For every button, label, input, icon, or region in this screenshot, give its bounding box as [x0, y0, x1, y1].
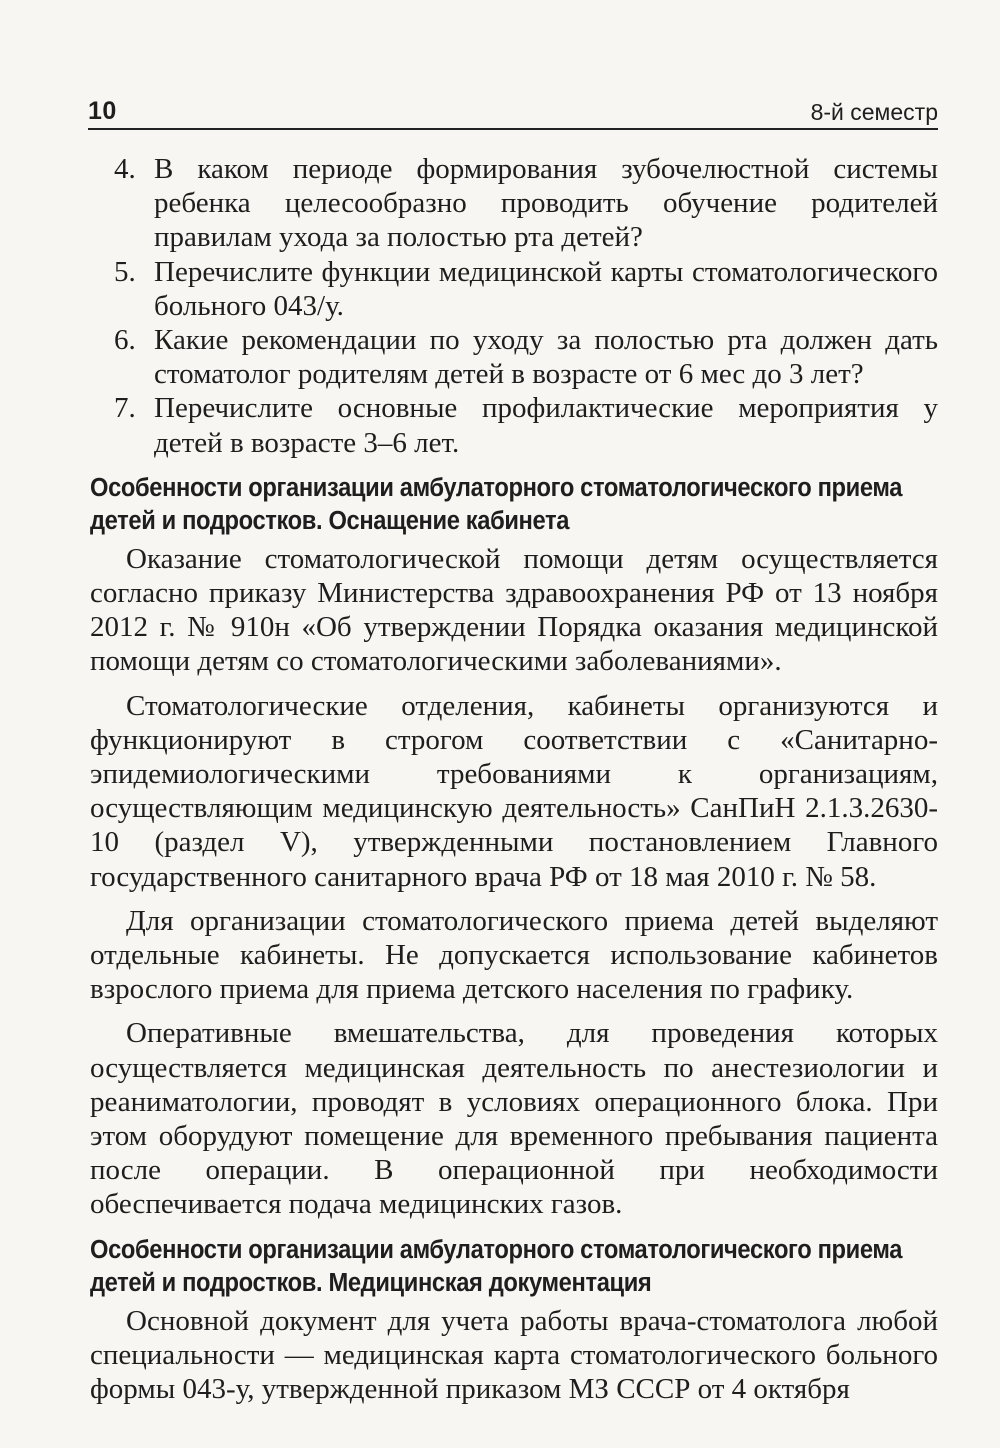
section-heading-documentation: Особенности организации амбулаторного стоматологического приема детей и подростков. Медицинская документация — [90, 1235, 903, 1297]
question-text: Перечислите основные профилактические мероприятия у детей в возрасте 3–6 лет. — [154, 392, 938, 459]
page-number: 10 — [88, 97, 117, 125]
question-number: 5. — [114, 255, 136, 288]
paragraph: Для организации стоматологического приема детей выделяют отдельные кабинеты. Не допускается использование кабинетов взрослого приема для приема детского населения по графику. — [90, 904, 938, 1006]
paragraph: Оперативные вмешательства, для проведения которых осуществляется медицинская деятельность по анестезиологии и реаниматологии, проводят в условиях операционного блока. При этом оборудуют помещение для временного пребывания пациента после операции. В операционной при необходимости обеспечивается подача медицинских газов. — [90, 1017, 938, 1221]
question-text: Какие рекомендации по уходу за полостью рта должен дать стоматолог родителям детей в возрасте от 6 мес до 3 лет? — [154, 324, 938, 391]
question-item — [90, 391, 938, 459]
running-title: 8-й семестр — [810, 99, 938, 125]
question-text: Перечислите функции медицинской карты стоматологического больного 043/у. — [154, 255, 938, 322]
question-number: 7. — [114, 392, 136, 425]
question-item — [90, 152, 938, 255]
paragraph: Основной документ для учета работы врача-стоматолога любой специальности — медицинская карта стоматологического больного формы 043-у, утвержденной приказом МЗ СССР от 4 октября — [90, 1304, 938, 1406]
question-number: 4. — [114, 153, 136, 185]
section-heading-equipment: Особенности организации амбулаторного стоматологического приема детей и подростков. Оснащение кабинета — [90, 473, 903, 535]
paragraph: Оказание стоматологической помощи детям осуществляется согласно приказу Министерства здравоохранения РФ от 13 ноября 2012 г. № 910н «Об утверждении Порядка оказания медицинской помощи детям со стоматологическими заболеваниями». — [90, 542, 938, 678]
question-number: 6. — [114, 324, 136, 357]
page-content — [90, 152, 938, 1416]
question-list — [90, 152, 938, 460]
question-item — [90, 255, 938, 323]
question-text: В каком периоде формирования зубочелюстной системы ребенка целесообразно проводить обучение родителей правилам ухода за полостью рта детей? — [154, 153, 938, 254]
question-item — [90, 323, 938, 391]
page-header — [88, 94, 938, 130]
paragraph: Стоматологические отделения, кабинеты организуются и функционируют в строгом соответствии с «Санитарно-эпидемиологическими требованиями к организациям, осуществляющим медицинскую деятельность» СанПиН 2.1.3.2630-10 (раздел V), утвержденными постановлением Главного государственного санитарного врача РФ от 18 мая 2010 г. № 58. — [90, 689, 938, 893]
